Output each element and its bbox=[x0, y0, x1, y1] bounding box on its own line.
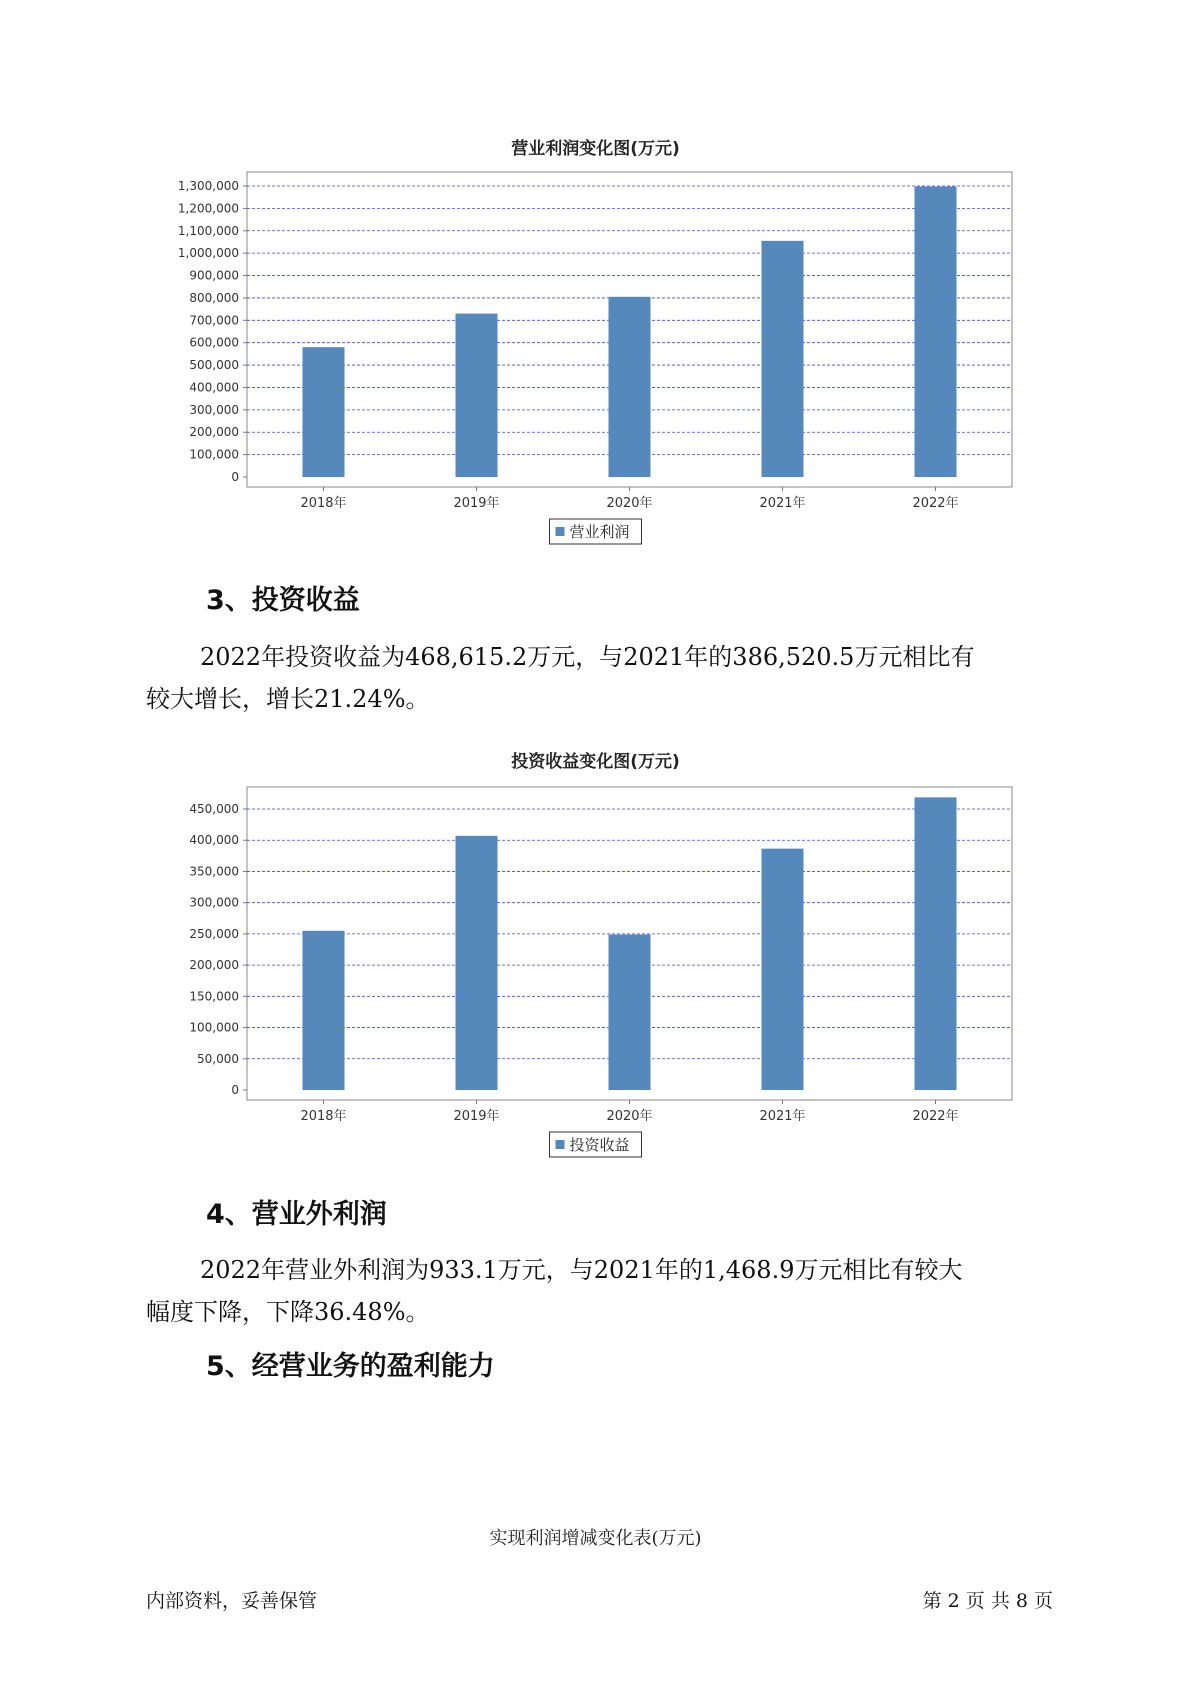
y-tick-label: 800,000 bbox=[189, 290, 239, 305]
y-tick-label: 450,000 bbox=[189, 802, 239, 816]
y-tick-label: 500,000 bbox=[189, 358, 239, 373]
x-tick-label: 2022年 bbox=[912, 1109, 959, 1124]
bar bbox=[762, 241, 804, 477]
y-tick-label: 600,000 bbox=[189, 335, 239, 350]
x-tick-label: 2018年 bbox=[300, 496, 347, 511]
bar bbox=[609, 297, 651, 477]
section-heading-investment-income: 3、投资收益 bbox=[206, 585, 360, 616]
x-tick-label: 2020年 bbox=[606, 1109, 653, 1124]
y-tick-label: 300,000 bbox=[189, 402, 239, 417]
y-tick-label: 700,000 bbox=[189, 313, 239, 328]
legend bbox=[550, 519, 642, 544]
operating-profit-bar-chart bbox=[0, 160, 1191, 560]
legend-label: 投资收益 bbox=[569, 1136, 630, 1154]
legend-swatch bbox=[556, 1140, 565, 1149]
paragraph-investment-income bbox=[146, 636, 1046, 720]
bar bbox=[303, 931, 345, 1090]
x-tick-label: 2020年 bbox=[606, 496, 653, 511]
x-tick-label: 2018年 bbox=[300, 1109, 347, 1124]
y-tick-label: 200,000 bbox=[189, 958, 239, 973]
y-tick-label: 200,000 bbox=[189, 425, 239, 440]
bar bbox=[609, 935, 651, 1090]
y-tick-label: 250,000 bbox=[189, 926, 239, 941]
y-tick-label: 50,000 bbox=[197, 1051, 239, 1066]
x-tick-label: 2019年 bbox=[453, 496, 500, 511]
footer-page-number: 第 2 页 共 8 页 bbox=[922, 1590, 1053, 1612]
x-tick-label: 2021年 bbox=[759, 1109, 806, 1124]
footer-confidential-note: 内部资料，妥善保管 bbox=[146, 1590, 318, 1612]
x-tick-label: 2021年 bbox=[759, 496, 806, 511]
investment-income-bar-chart bbox=[0, 775, 1191, 1175]
y-tick-label: 0 bbox=[231, 470, 239, 484]
paragraph-non-operating-profit bbox=[146, 1249, 1046, 1333]
y-tick-label: 1,200,000 bbox=[177, 201, 239, 216]
chart-title-investment-income: 投资收益变化图(万元) bbox=[511, 752, 680, 772]
section-heading-non-operating-profit: 4、营业外利润 bbox=[206, 1199, 387, 1230]
y-tick-label: 100,000 bbox=[189, 447, 239, 462]
legend-label: 营业利润 bbox=[569, 523, 630, 541]
table-caption: 实现利润增减变化表(万元) bbox=[489, 1528, 702, 1549]
paragraph-line: 2022年投资收益为468,615.2万元，与2021年的386,520.5万元相比有 bbox=[200, 643, 975, 671]
paragraph-line: 幅度下降，下降36.48%。 bbox=[146, 1298, 430, 1326]
bar bbox=[456, 836, 498, 1090]
x-tick-label: 2022年 bbox=[912, 496, 959, 511]
y-tick-label: 400,000 bbox=[189, 380, 239, 395]
bar bbox=[915, 797, 957, 1090]
paragraph-line: 2022年营业外利润为933.1万元，与2021年的1,468.9万元相比有较大 bbox=[200, 1256, 963, 1284]
y-tick-label: 0 bbox=[231, 1083, 239, 1097]
chart-title-operating-profit: 营业利润变化图(万元) bbox=[511, 139, 680, 159]
legend-swatch bbox=[556, 527, 565, 536]
bar bbox=[303, 347, 345, 477]
y-tick-label: 400,000 bbox=[189, 833, 239, 848]
paragraph-line: 较大增长，增长21.24%。 bbox=[146, 685, 430, 713]
y-tick-label: 150,000 bbox=[189, 989, 239, 1004]
bar bbox=[456, 314, 498, 477]
y-tick-label: 1,000,000 bbox=[177, 246, 239, 261]
bar bbox=[762, 849, 804, 1090]
section-heading-profitability: 5、经营业务的盈利能力 bbox=[206, 1351, 495, 1382]
y-tick-label: 900,000 bbox=[189, 268, 239, 283]
bar bbox=[915, 186, 957, 477]
x-tick-label: 2019年 bbox=[453, 1109, 500, 1124]
y-tick-label: 350,000 bbox=[189, 864, 239, 879]
y-tick-label: 300,000 bbox=[189, 895, 239, 910]
y-tick-label: 1,100,000 bbox=[177, 223, 239, 238]
y-tick-label: 1,300,000 bbox=[177, 179, 239, 193]
legend bbox=[550, 1132, 642, 1157]
y-tick-label: 100,000 bbox=[189, 1020, 239, 1035]
